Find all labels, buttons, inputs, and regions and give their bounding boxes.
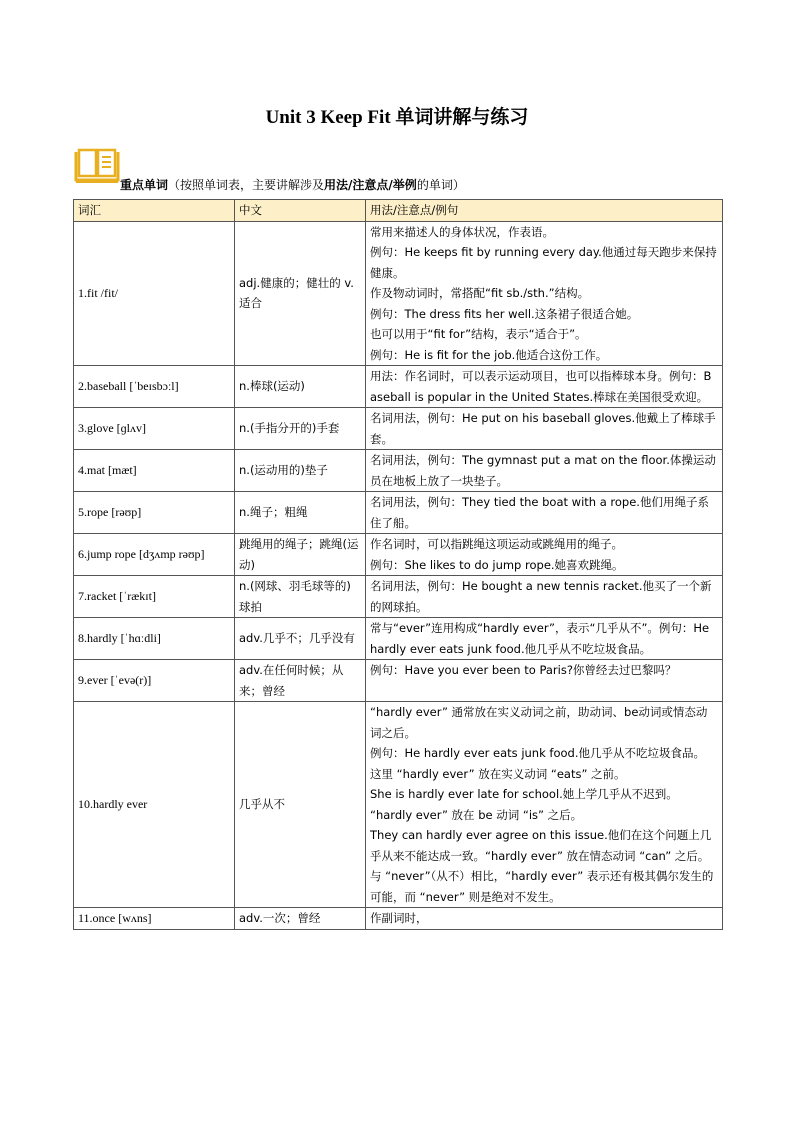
usage-line: 例句：Have you ever been to Paris?你曾经去过巴黎吗？ [370, 663, 677, 677]
usage-line: 例句：He keeps fit by running every day.他通过每天跑步来保持健康。 [370, 245, 717, 280]
vocab-word: 6.jump rope [dʒʌmp rəʊp] [74, 534, 235, 576]
table-row [74, 660, 723, 702]
usage-line: They can hardly ever agree on this issue.他们在这个问题上几乎从来不能达成一致。“hardly ever” 放在情态动词 “can” 之后。与 “never”（从不）相比，“hardly ever” 表示还有极其偶尔发生的可能，而 “never” 则是绝对不发生。 [370, 828, 714, 904]
vocab-word: 7.racket [ˈrækɪt] [74, 576, 235, 618]
vocab-usage [366, 576, 723, 618]
vocab-table [73, 199, 723, 930]
vocab-usage [366, 660, 723, 702]
vocab-word: 8.hardly [ˈhɑːdli] [74, 618, 235, 660]
vocab-usage [366, 450, 723, 492]
intro-bold: 重点单词 [120, 178, 169, 192]
vocab-word: 4.mat [mæt] [74, 450, 235, 492]
usage-line: 例句：She likes to do jump rope.她喜欢跳绳。 [370, 557, 624, 572]
vocab-chinese: n.(网球、羽毛球等的)球拍 [235, 576, 366, 618]
usage-line: 例句：He is fit for the job.他适合这份工作。 [370, 347, 608, 362]
header-chinese: 中文 [235, 200, 366, 222]
usage-line: 例句：The dress fits her well.这条裙子很适合她。 [370, 306, 639, 321]
table-row [74, 221, 723, 366]
intro-text-end: 的单词） [416, 178, 465, 192]
table-row [74, 366, 723, 408]
usage-line: She is hardly ever late for school.她上学几乎从不迟到。 [370, 787, 678, 801]
vocab-usage [366, 702, 723, 908]
vocab-usage [366, 908, 723, 930]
vocab-chinese: n.(运动用的)垫子 [235, 450, 366, 492]
table-row [74, 492, 723, 534]
table-row [74, 576, 723, 618]
table-row [74, 534, 723, 576]
usage-line: 例句：He hardly ever eats junk food.他几乎从不吃垃圾食品。 [370, 746, 705, 760]
table-header-row [74, 200, 723, 222]
usage-line: 作名词时，可以指跳绳这项运动或跳绳用的绳子。 [370, 537, 623, 551]
usage-line: 名词用法，例句：He bought a new tennis racket.他买了一个新的网球拍。 [370, 579, 712, 614]
vocab-usage [366, 534, 723, 576]
usage-line: 常与“ever”连用构成“hardly ever”，表示“几乎从不”。例句：He hardly ever eats junk food.他几乎从不吃垃圾食品。 [370, 621, 713, 656]
usage-line: 名词用法，例句：The gymnast put a mat on the floor.体操运动员在地板上放了一块垫子。 [370, 453, 716, 488]
vocab-word: 11.once [wʌns] [74, 908, 235, 930]
vocab-word: 3.glove [ɡlʌv] [74, 408, 235, 450]
table-row [74, 908, 723, 930]
page-title: Unit 3 Keep Fit 单词讲解与练习 [265, 107, 529, 128]
intro-bold-2: 用法/注意点/举例 [324, 178, 417, 192]
vocab-usage [366, 366, 723, 408]
table-row [74, 450, 723, 492]
header-word: 词汇 [74, 200, 235, 222]
vocab-chinese: n.棒球(运动) [235, 366, 366, 408]
vocab-chinese: adv.一次；曾经 [235, 908, 366, 930]
vocab-chinese: 几乎从不 [235, 702, 366, 908]
book-icon [74, 148, 120, 184]
usage-line: 用法：作名词时，可以表示运动项目，也可以指棒球本身。例句：Baseball is popular in the United States.棒球在美国很受欢迎。 [370, 369, 712, 404]
section-intro [120, 176, 465, 193]
vocab-chinese: n.绳子；粗绳 [235, 492, 366, 534]
intro-text: （按照单词表，主要讲解涉及 [168, 178, 325, 192]
usage-line: 作及物动词时，常搭配“fit sb./sth.”结构。 [370, 286, 590, 300]
usage-line: 常用来描述人的身体状况，作表语。 [370, 224, 554, 239]
usage-line: “hardly ever” 通常放在实义动词之前，助动词、be动词或情态动词之后。 [370, 705, 708, 740]
vocab-usage [366, 408, 723, 450]
vocab-word: 9.ever [ˈevə(r)] [74, 660, 235, 702]
table-row [74, 702, 723, 908]
usage-line: 名词用法，例句：He put on his baseball gloves.他戴上了棒球手套。 [370, 411, 716, 446]
vocab-chinese: adj.健康的；健壮的 v.适合 [235, 221, 366, 366]
table-row [74, 618, 723, 660]
vocab-usage [366, 492, 723, 534]
vocab-usage [366, 618, 723, 660]
vocab-usage [366, 221, 723, 366]
vocab-chinese: n.(手指分开的)手套 [235, 408, 366, 450]
usage-line: 这里 “hardly ever” 放在实义动词 “eats” 之前。 [370, 766, 626, 781]
vocab-word: 1.fit /fit/ [74, 221, 235, 366]
vocab-chinese: 跳绳用的绳子；跳绳(运动) [235, 534, 366, 576]
usage-line: 作副词时， [370, 911, 428, 925]
vocab-word: 10.hardly ever [74, 702, 235, 908]
header-usage: 用法/注意点/例句 [366, 200, 723, 222]
usage-line: 名词用法，例句：They tied the boat with a rope.他们用绳子系住了船。 [370, 495, 709, 530]
table-row [74, 408, 723, 450]
usage-line: “hardly ever” 放在 be 动词 “is” 之后。 [370, 807, 583, 822]
usage-line: 也可以用于“fit for”结构，表示“适合于”。 [370, 327, 587, 341]
vocab-chinese: adv.几乎不；几乎没有 [235, 618, 366, 660]
vocab-chinese: adv.在任何时候；从来；曾经 [235, 660, 366, 702]
vocab-word: 5.rope [rəʊp] [74, 492, 235, 534]
vocab-word: 2.baseball [ˈbeɪsbɔːl] [74, 366, 235, 408]
